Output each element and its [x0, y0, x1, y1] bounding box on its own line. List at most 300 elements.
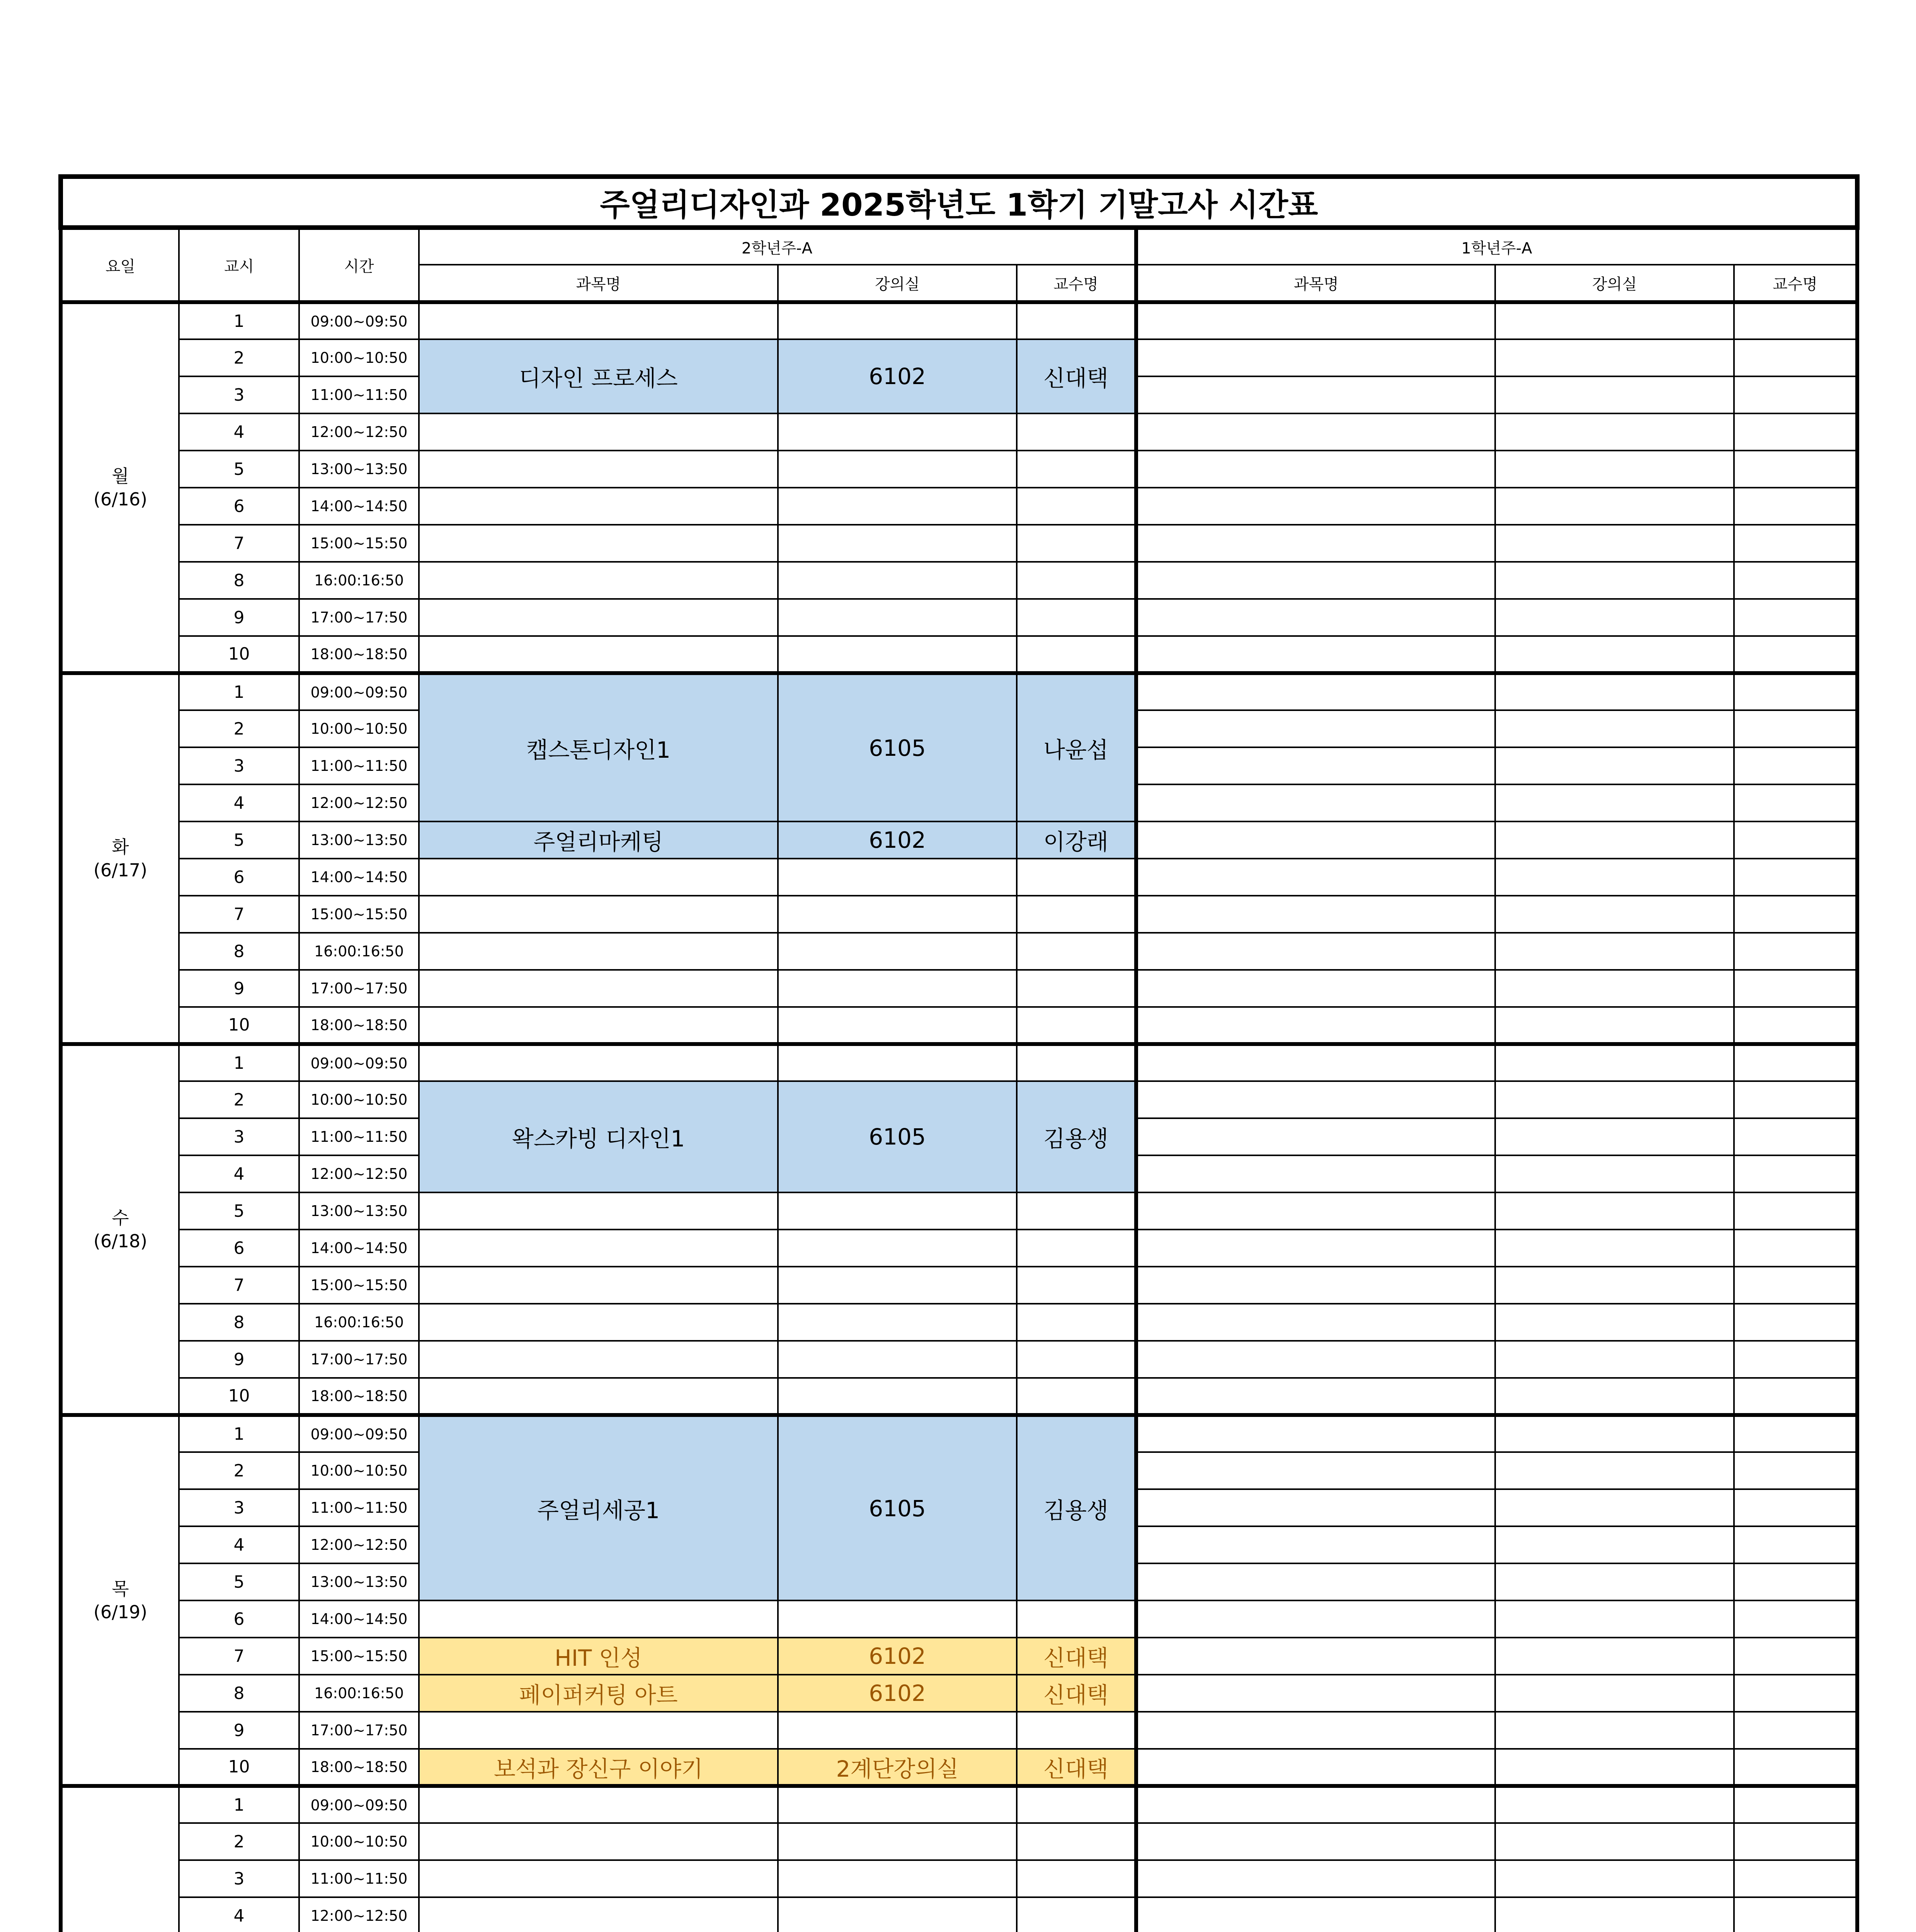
- table-row: [61, 525, 1857, 562]
- table-row: [61, 1638, 1857, 1675]
- empty-course-a: [419, 970, 778, 1007]
- table-row: [61, 599, 1857, 636]
- period-cell: 1: [179, 1786, 299, 1823]
- empty-professor-b: [1734, 1007, 1857, 1044]
- exam-professor: 신대택: [1017, 1638, 1136, 1675]
- empty-room-a: [778, 1341, 1017, 1378]
- empty-course-b: [1136, 1081, 1495, 1118]
- period-cell: 6: [179, 1600, 299, 1638]
- empty-room-b: [1495, 1712, 1734, 1749]
- empty-course-b: [1136, 1563, 1495, 1600]
- empty-professor-a: [1017, 1192, 1136, 1230]
- empty-room-b: [1495, 1600, 1734, 1638]
- time-cell: 14:00~14:50: [299, 1230, 419, 1267]
- table-row: [61, 413, 1857, 451]
- empty-professor-b: [1734, 339, 1857, 376]
- period-cell: 8: [179, 1675, 299, 1712]
- period-cell: 3: [179, 1860, 299, 1897]
- period-cell: 4: [179, 784, 299, 821]
- empty-course-b: [1136, 859, 1495, 896]
- empty-course-a: [419, 1823, 778, 1860]
- empty-room-a: [778, 1600, 1017, 1638]
- empty-room-a: [778, 488, 1017, 525]
- empty-room-a: [778, 1860, 1017, 1897]
- empty-course-a: [419, 896, 778, 933]
- empty-course-a: [419, 1860, 778, 1897]
- empty-course-b: [1136, 1860, 1495, 1897]
- empty-professor-b: [1734, 1378, 1857, 1415]
- table-row: [61, 1304, 1857, 1341]
- empty-course-b: [1136, 970, 1495, 1007]
- exam-professor: 신대택: [1017, 1749, 1136, 1786]
- empty-course-a: [419, 413, 778, 451]
- day-cell: [61, 1044, 179, 1415]
- empty-professor-b: [1734, 710, 1857, 747]
- empty-room-b: [1495, 413, 1734, 451]
- empty-room-b: [1495, 599, 1734, 636]
- exam-professor: 신대택: [1017, 1675, 1136, 1712]
- table-row: [61, 1712, 1857, 1749]
- time-cell: 10:00~10:50: [299, 1081, 419, 1118]
- period-cell: 7: [179, 896, 299, 933]
- empty-room-b: [1495, 1081, 1734, 1118]
- empty-room-b: [1495, 1675, 1734, 1712]
- empty-course-b: [1136, 1823, 1495, 1860]
- empty-room-b: [1495, 1415, 1734, 1452]
- time-cell: 10:00~10:50: [299, 1823, 419, 1860]
- empty-professor-b: [1734, 1192, 1857, 1230]
- empty-room-b: [1495, 1267, 1734, 1304]
- time-cell: 17:00~17:50: [299, 970, 419, 1007]
- exam-course: 캡스톤디자인1: [419, 673, 778, 821]
- empty-professor-a: [1017, 1600, 1136, 1638]
- header-room-a: 강의실: [778, 265, 1017, 302]
- empty-professor-b: [1734, 1749, 1857, 1786]
- empty-professor-b: [1734, 1638, 1857, 1675]
- empty-professor-b: [1734, 562, 1857, 599]
- period-cell: 6: [179, 488, 299, 525]
- empty-room-b: [1495, 1897, 1734, 1932]
- empty-professor-b: [1734, 747, 1857, 784]
- exam-professor: 김용생: [1017, 1081, 1136, 1192]
- empty-professor-a: [1017, 1897, 1136, 1932]
- period-cell: 10: [179, 636, 299, 673]
- empty-professor-b: [1734, 933, 1857, 970]
- empty-course-b: [1136, 710, 1495, 747]
- time-cell: 15:00~15:50: [299, 896, 419, 933]
- time-cell: 11:00~11:50: [299, 1489, 419, 1526]
- table-row: [61, 859, 1857, 896]
- empty-course-b: [1136, 376, 1495, 413]
- time-cell: 10:00~10:50: [299, 710, 419, 747]
- empty-course-b: [1136, 1489, 1495, 1526]
- empty-course-b: [1136, 1007, 1495, 1044]
- empty-course-b: [1136, 896, 1495, 933]
- empty-professor-a: [1017, 1230, 1136, 1267]
- period-cell: 8: [179, 933, 299, 970]
- table-row: [61, 302, 1857, 339]
- period-cell: 5: [179, 821, 299, 859]
- day-cell: [61, 1786, 179, 1932]
- empty-professor-a: [1017, 488, 1136, 525]
- empty-room-a: [778, 1823, 1017, 1860]
- empty-professor-a: [1017, 1823, 1136, 1860]
- empty-room-b: [1495, 1860, 1734, 1897]
- empty-course-a: [419, 1378, 778, 1415]
- period-cell: 9: [179, 1712, 299, 1749]
- empty-room-b: [1495, 784, 1734, 821]
- empty-room-b: [1495, 1823, 1734, 1860]
- time-cell: 17:00~17:50: [299, 1341, 419, 1378]
- time-cell: 13:00~13:50: [299, 821, 419, 859]
- time-cell: 10:00~10:50: [299, 1452, 419, 1489]
- empty-room-b: [1495, 1192, 1734, 1230]
- period-cell: 3: [179, 1489, 299, 1526]
- empty-course-a: [419, 1267, 778, 1304]
- period-cell: 10: [179, 1378, 299, 1415]
- table-row: [61, 339, 1857, 376]
- empty-course-b: [1136, 302, 1495, 339]
- empty-professor-a: [1017, 525, 1136, 562]
- empty-room-a: [778, 1378, 1017, 1415]
- exam-room: 6102: [778, 339, 1017, 413]
- day-date: (6/16): [93, 489, 148, 510]
- empty-room-a: [778, 1230, 1017, 1267]
- period-cell: 10: [179, 1749, 299, 1786]
- exam-room: 6105: [778, 1415, 1017, 1600]
- empty-course-b: [1136, 1304, 1495, 1341]
- time-cell: 17:00~17:50: [299, 1712, 419, 1749]
- empty-room-a: [778, 1267, 1017, 1304]
- empty-professor-b: [1734, 1823, 1857, 1860]
- empty-course-a: [419, 1007, 778, 1044]
- period-cell: 10: [179, 1007, 299, 1044]
- empty-room-b: [1495, 933, 1734, 970]
- exam-course: 보석과 장신구 이야기: [419, 1749, 778, 1786]
- day-cell: [61, 302, 179, 673]
- empty-course-b: [1136, 1118, 1495, 1155]
- empty-course-b: [1136, 339, 1495, 376]
- header-group-b: 1학년주-A: [1136, 228, 1857, 265]
- empty-course-a: [419, 1230, 778, 1267]
- period-cell: 2: [179, 1823, 299, 1860]
- empty-professor-b: [1734, 1341, 1857, 1378]
- day-name: 월: [112, 466, 129, 486]
- header-period: 교시: [179, 228, 299, 302]
- time-cell: 12:00~12:50: [299, 784, 419, 821]
- empty-professor-b: [1734, 1155, 1857, 1192]
- time-cell: 12:00~12:50: [299, 1526, 419, 1563]
- empty-professor-a: [1017, 1378, 1136, 1415]
- period-cell: 4: [179, 1155, 299, 1192]
- empty-professor-a: [1017, 413, 1136, 451]
- empty-professor-b: [1734, 488, 1857, 525]
- empty-professor-b: [1734, 636, 1857, 673]
- empty-room-a: [778, 302, 1017, 339]
- exam-professor: 신대택: [1017, 339, 1136, 413]
- empty-room-b: [1495, 673, 1734, 710]
- table-row: [61, 1600, 1857, 1638]
- empty-room-b: [1495, 896, 1734, 933]
- empty-course-b: [1136, 636, 1495, 673]
- day-name: 수: [112, 1208, 129, 1228]
- empty-professor-b: [1734, 413, 1857, 451]
- empty-room-a: [778, 1007, 1017, 1044]
- empty-professor-a: [1017, 896, 1136, 933]
- exam-timetable: [58, 174, 1860, 1932]
- period-cell: 7: [179, 1267, 299, 1304]
- empty-course-a: [419, 1786, 778, 1823]
- empty-professor-a: [1017, 1304, 1136, 1341]
- empty-course-b: [1136, 784, 1495, 821]
- period-cell: 1: [179, 673, 299, 710]
- empty-professor-b: [1734, 1526, 1857, 1563]
- empty-professor-b: [1734, 376, 1857, 413]
- time-cell: 18:00~18:50: [299, 636, 419, 673]
- empty-course-a: [419, 859, 778, 896]
- empty-course-b: [1136, 451, 1495, 488]
- period-cell: 5: [179, 1563, 299, 1600]
- time-cell: 13:00~13:50: [299, 451, 419, 488]
- empty-course-a: [419, 451, 778, 488]
- time-cell: 09:00~09:50: [299, 1044, 419, 1081]
- table-row: [61, 562, 1857, 599]
- empty-room-b: [1495, 710, 1734, 747]
- empty-room-b: [1495, 970, 1734, 1007]
- exam-professor: 김용생: [1017, 1415, 1136, 1600]
- empty-course-b: [1136, 1044, 1495, 1081]
- exam-room: 6102: [778, 1638, 1017, 1675]
- empty-professor-b: [1734, 1230, 1857, 1267]
- empty-professor-a: [1017, 1044, 1136, 1081]
- empty-room-b: [1495, 451, 1734, 488]
- empty-room-b: [1495, 1044, 1734, 1081]
- empty-professor-b: [1734, 1600, 1857, 1638]
- header-room-b: 강의실: [1495, 265, 1734, 302]
- table-row: [61, 673, 1857, 710]
- empty-professor-b: [1734, 1712, 1857, 1749]
- table-row: [61, 1675, 1857, 1712]
- period-cell: 2: [179, 1081, 299, 1118]
- empty-room-a: [778, 859, 1017, 896]
- header-course-b: 과목명: [1136, 265, 1495, 302]
- empty-course-b: [1136, 1267, 1495, 1304]
- period-cell: 7: [179, 1638, 299, 1675]
- empty-course-a: [419, 562, 778, 599]
- period-cell: 5: [179, 1192, 299, 1230]
- empty-professor-a: [1017, 599, 1136, 636]
- empty-course-a: [419, 1044, 778, 1081]
- empty-room-a: [778, 1712, 1017, 1749]
- exam-course: 디자인 프로세스: [419, 339, 778, 413]
- period-cell: 9: [179, 1341, 299, 1378]
- empty-professor-a: [1017, 451, 1136, 488]
- time-cell: 12:00~12:50: [299, 413, 419, 451]
- table-row: [61, 1860, 1857, 1897]
- time-cell: 09:00~09:50: [299, 302, 419, 339]
- empty-course-b: [1136, 488, 1495, 525]
- period-cell: 8: [179, 1304, 299, 1341]
- empty-professor-b: [1734, 821, 1857, 859]
- exam-room: 6105: [778, 1081, 1017, 1192]
- exam-room: 2계단강의실: [778, 1749, 1017, 1786]
- time-cell: 18:00~18:50: [299, 1749, 419, 1786]
- empty-course-b: [1136, 1341, 1495, 1378]
- period-cell: 9: [179, 599, 299, 636]
- period-cell: 4: [179, 1526, 299, 1563]
- period-cell: 1: [179, 1044, 299, 1081]
- period-cell: 6: [179, 1230, 299, 1267]
- empty-course-b: [1136, 413, 1495, 451]
- period-cell: 4: [179, 1897, 299, 1932]
- empty-professor-b: [1734, 1044, 1857, 1081]
- empty-room-b: [1495, 1526, 1734, 1563]
- empty-professor-b: [1734, 673, 1857, 710]
- empty-room-b: [1495, 636, 1734, 673]
- empty-course-a: [419, 933, 778, 970]
- time-cell: 14:00~14:50: [299, 859, 419, 896]
- table-row: [61, 821, 1857, 859]
- time-cell: 09:00~09:50: [299, 673, 419, 710]
- period-cell: 8: [179, 562, 299, 599]
- time-cell: 11:00~11:50: [299, 1118, 419, 1155]
- empty-professor-b: [1734, 1304, 1857, 1341]
- time-cell: 15:00~15:50: [299, 1267, 419, 1304]
- empty-room-b: [1495, 302, 1734, 339]
- empty-professor-b: [1734, 1860, 1857, 1897]
- empty-course-a: [419, 599, 778, 636]
- empty-professor-a: [1017, 1860, 1136, 1897]
- empty-room-b: [1495, 376, 1734, 413]
- empty-room-a: [778, 1304, 1017, 1341]
- period-cell: 4: [179, 413, 299, 451]
- empty-course-b: [1136, 1786, 1495, 1823]
- empty-room-b: [1495, 821, 1734, 859]
- table-row: [61, 636, 1857, 673]
- empty-room-b: [1495, 1341, 1734, 1378]
- empty-room-b: [1495, 1638, 1734, 1675]
- table-row: [61, 1749, 1857, 1786]
- empty-professor-b: [1734, 1675, 1857, 1712]
- empty-course-b: [1136, 1526, 1495, 1563]
- table-row: [61, 1044, 1857, 1081]
- time-cell: 12:00~12:50: [299, 1155, 419, 1192]
- table-row: [61, 1897, 1857, 1932]
- empty-professor-b: [1734, 1452, 1857, 1489]
- empty-room-b: [1495, 1230, 1734, 1267]
- header-professor-b: 교수명: [1734, 265, 1857, 302]
- day-cell: [61, 1415, 179, 1786]
- empty-room-b: [1495, 1786, 1734, 1823]
- empty-room-b: [1495, 859, 1734, 896]
- empty-room-a: [778, 933, 1017, 970]
- period-cell: 7: [179, 525, 299, 562]
- empty-professor-a: [1017, 1007, 1136, 1044]
- exam-course: 페이퍼커팅 아트: [419, 1675, 778, 1712]
- exam-room: 6102: [778, 821, 1017, 859]
- empty-room-a: [778, 1044, 1017, 1081]
- exam-professor: 나윤섭: [1017, 673, 1136, 821]
- empty-course-a: [419, 1897, 778, 1932]
- empty-course-b: [1136, 1452, 1495, 1489]
- empty-course-b: [1136, 1192, 1495, 1230]
- day-name: 목: [112, 1578, 129, 1599]
- period-cell: 2: [179, 1452, 299, 1489]
- day-cell: [61, 673, 179, 1044]
- empty-room-b: [1495, 747, 1734, 784]
- empty-course-b: [1136, 562, 1495, 599]
- table-row: [61, 1007, 1857, 1044]
- period-cell: 2: [179, 710, 299, 747]
- empty-room-b: [1495, 1452, 1734, 1489]
- empty-course-b: [1136, 1675, 1495, 1712]
- table-row: [61, 970, 1857, 1007]
- empty-professor-b: [1734, 1081, 1857, 1118]
- empty-professor-b: [1734, 896, 1857, 933]
- empty-room-b: [1495, 339, 1734, 376]
- empty-room-b: [1495, 562, 1734, 599]
- period-cell: 5: [179, 451, 299, 488]
- table-row: [61, 1341, 1857, 1378]
- empty-professor-a: [1017, 302, 1136, 339]
- table-row: [61, 1415, 1857, 1452]
- time-cell: 10:00~10:50: [299, 339, 419, 376]
- day-name: 화: [112, 837, 129, 857]
- table-row: [61, 1378, 1857, 1415]
- empty-room-b: [1495, 1563, 1734, 1600]
- empty-professor-b: [1734, 1118, 1857, 1155]
- empty-professor-b: [1734, 1563, 1857, 1600]
- empty-course-b: [1136, 1378, 1495, 1415]
- header-professor-a: 교수명: [1017, 265, 1136, 302]
- empty-professor-b: [1734, 302, 1857, 339]
- period-cell: 9: [179, 970, 299, 1007]
- empty-course-b: [1136, 525, 1495, 562]
- empty-professor-a: [1017, 1267, 1136, 1304]
- time-cell: 18:00~18:50: [299, 1378, 419, 1415]
- empty-professor-b: [1734, 451, 1857, 488]
- exam-room: 6102: [778, 1675, 1017, 1712]
- empty-course-b: [1136, 1155, 1495, 1192]
- empty-course-a: [419, 488, 778, 525]
- day-date: (6/17): [93, 860, 148, 881]
- exam-course: 주얼리마케팅: [419, 821, 778, 859]
- empty-course-b: [1136, 1415, 1495, 1452]
- table-row: [61, 488, 1857, 525]
- empty-course-a: [419, 1600, 778, 1638]
- period-cell: 2: [179, 339, 299, 376]
- time-cell: 14:00~14:50: [299, 488, 419, 525]
- header-group-a: 2학년주-A: [419, 228, 1136, 265]
- empty-professor-b: [1734, 1267, 1857, 1304]
- empty-room-b: [1495, 1118, 1734, 1155]
- table-row: [61, 451, 1857, 488]
- time-cell: 12:00~12:50: [299, 1897, 419, 1932]
- empty-room-a: [778, 525, 1017, 562]
- empty-course-b: [1136, 933, 1495, 970]
- time-cell: 11:00~11:50: [299, 747, 419, 784]
- time-cell: 16:00:16:50: [299, 1304, 419, 1341]
- period-cell: 3: [179, 376, 299, 413]
- empty-course-b: [1136, 673, 1495, 710]
- empty-professor-a: [1017, 933, 1136, 970]
- empty-professor-b: [1734, 1897, 1857, 1932]
- time-cell: 15:00~15:50: [299, 1638, 419, 1675]
- empty-professor-b: [1734, 859, 1857, 896]
- empty-professor-b: [1734, 970, 1857, 1007]
- empty-professor-b: [1734, 1489, 1857, 1526]
- empty-room-a: [778, 1786, 1017, 1823]
